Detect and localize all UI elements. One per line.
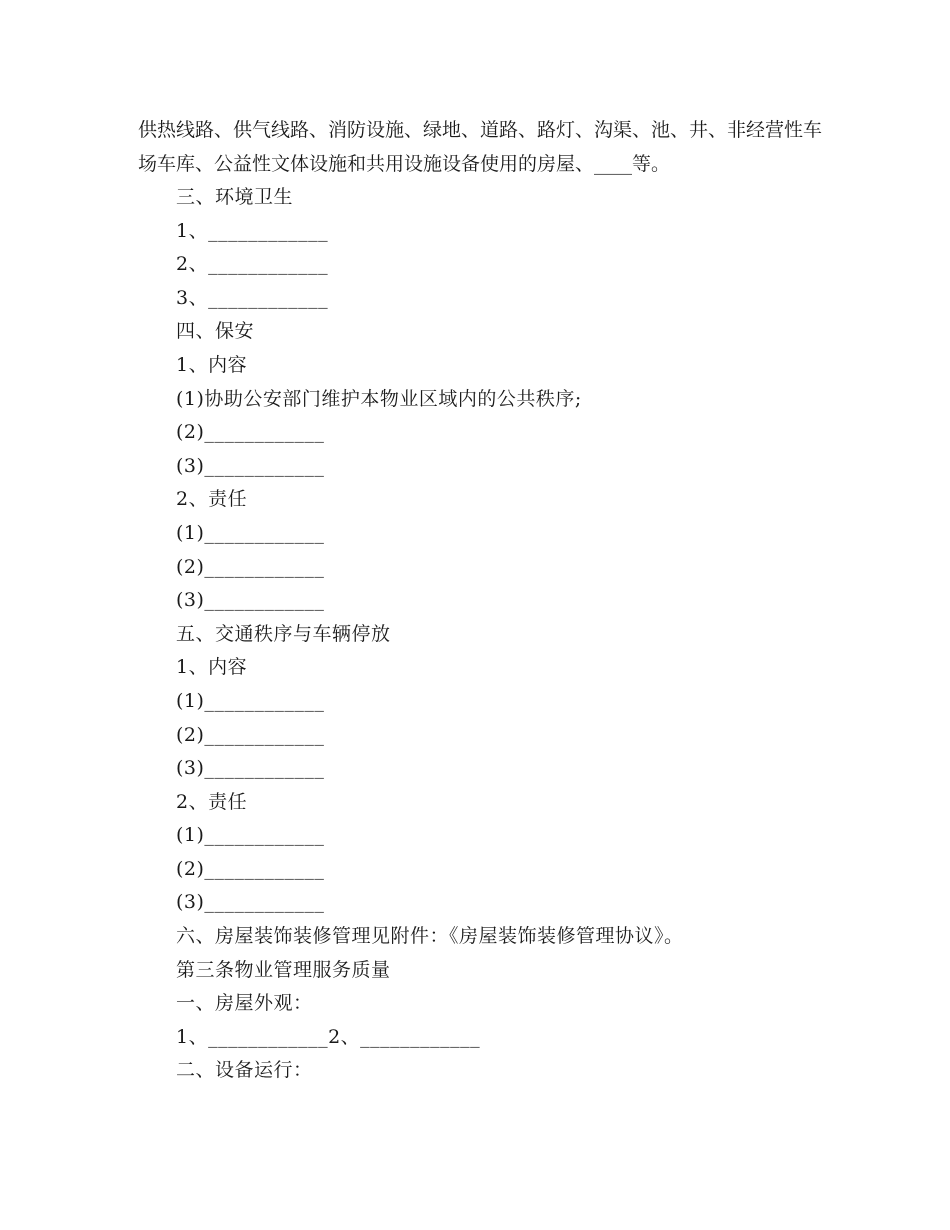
list-item: (2)____________	[176, 555, 325, 578]
section-heading-sanitation: 三、环境卫生	[176, 186, 294, 208]
section-heading-security: 四、保安	[176, 320, 255, 343]
list-item: (2)____________	[176, 723, 325, 746]
subheading-content: 1、内容	[176, 353, 248, 376]
list-item: 2、____________	[176, 253, 329, 276]
intro-paragraph-line-1: 供热线路、供气线路、消防设施、绿地、道路、路灯、沟渠、池、井、非经营性车	[138, 119, 823, 141]
list-item: 1、____________	[176, 219, 329, 242]
subheading-content: 1、内容	[176, 656, 248, 679]
section-heading-renovation: 六、房屋装饰装修管理见附件：《房屋装饰装修管理协议》。	[176, 925, 684, 948]
section-heading-traffic: 五、交通秩序与车辆停放	[176, 622, 391, 645]
list-item: (3)____________	[176, 757, 325, 780]
list-item: (2)____________	[176, 857, 325, 880]
list-item: (1)____________	[176, 824, 325, 847]
subheading-responsibility: 2、责任	[176, 790, 248, 813]
section-heading-building-appearance: 一、房屋外观：	[176, 992, 313, 1015]
list-item: (3)____________	[176, 589, 325, 612]
subheading-responsibility: 2、责任	[176, 488, 248, 511]
list-item: (1)协助公安部门维护本物业区域内的公共秩序;	[176, 387, 582, 410]
list-item: (1)____________	[176, 521, 325, 544]
section-heading-equipment-operation: 二、设备运行：	[176, 1059, 313, 1082]
list-item: (3)____________	[176, 891, 325, 914]
list-item: (2)____________	[176, 421, 325, 444]
document-body	[138, 113, 823, 1088]
list-item: (3)____________	[176, 454, 325, 477]
list-item: (1)____________	[176, 689, 325, 712]
list-item: 3、____________	[176, 286, 329, 309]
intro-paragraph-line-2: 场车库、公益性文体设施和共用设施设备使用的房屋、____等。	[138, 153, 671, 175]
article-heading-service-quality: 第三条物业管理服务质量	[176, 958, 391, 981]
list-item: 1、____________2、____________	[176, 1025, 481, 1048]
